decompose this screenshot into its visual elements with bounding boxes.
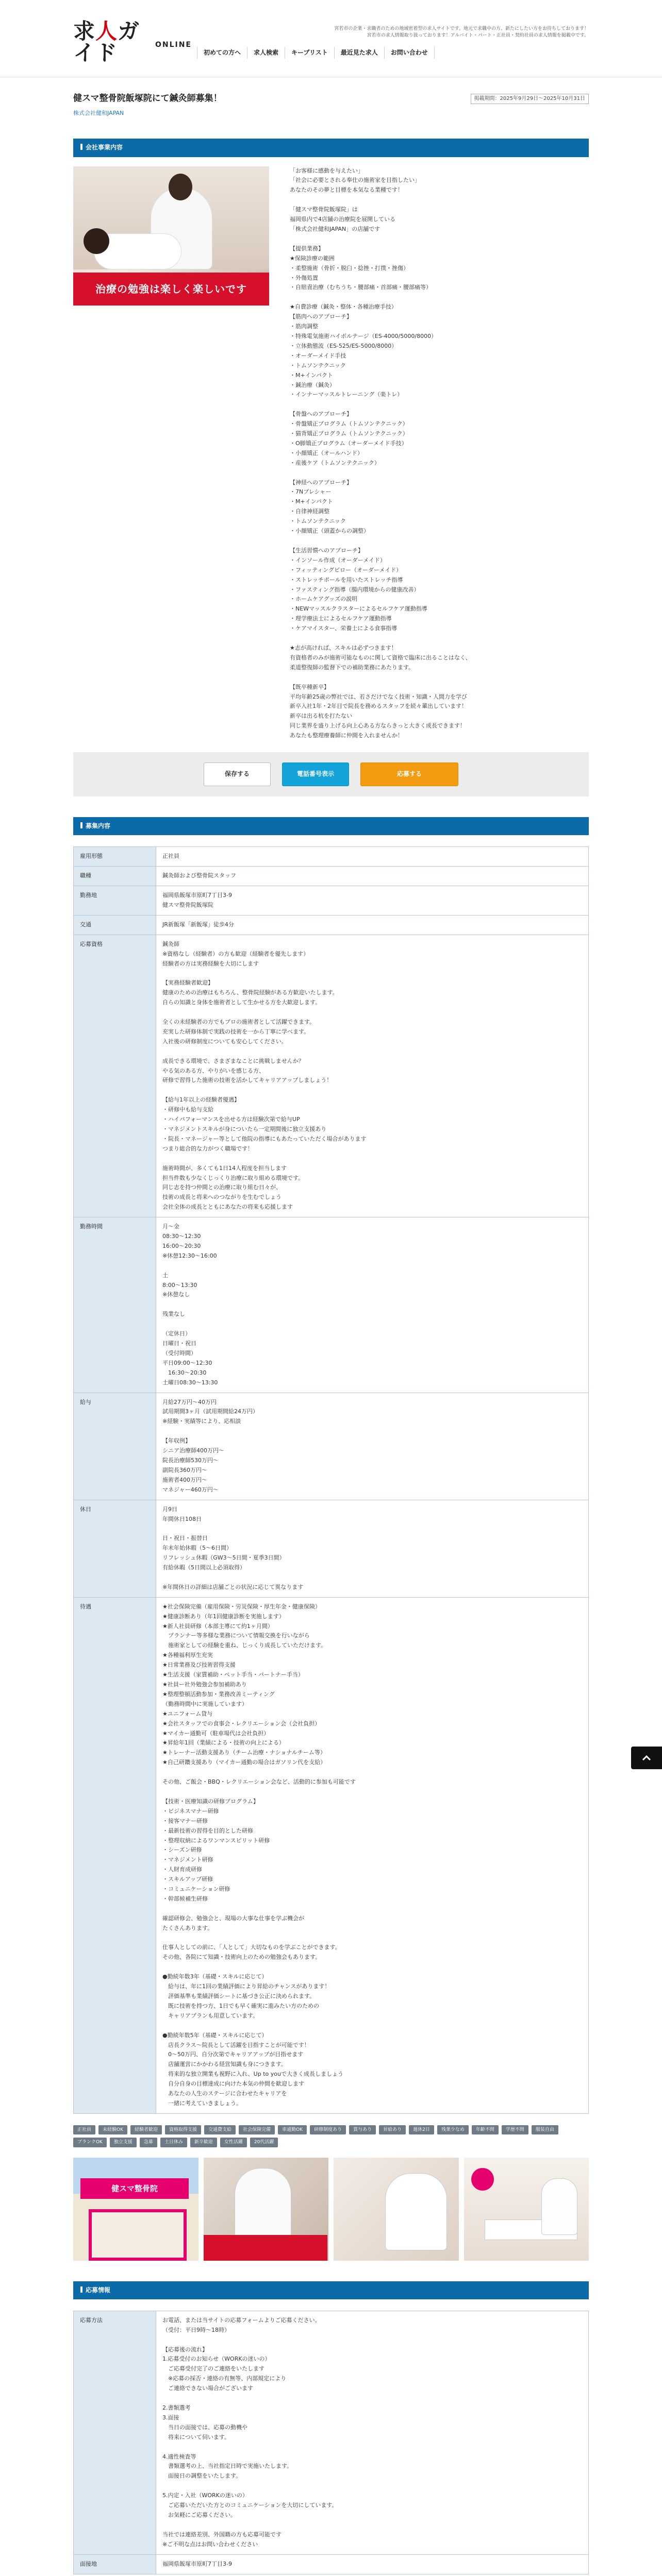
feature-tag[interactable]: 学歴不問 [502,2125,528,2134]
feature-tag[interactable]: ブランクOK [73,2138,107,2147]
feature-tag[interactable]: 正社員 [73,2125,95,2134]
feature-tag[interactable]: 車通勤OK [278,2125,307,2134]
feature-tag[interactable]: 服装自由 [532,2125,558,2134]
feature-tag[interactable]: 女性活躍 [220,2138,247,2147]
main-nav [197,47,589,59]
nav-recently-viewed[interactable]: 最近見た求人 [335,47,385,59]
scroll-to-top-button[interactable] [631,1747,662,1769]
gallery-photo-storefront[interactable] [73,2158,198,2261]
site-logo[interactable] [73,21,192,64]
company-link[interactable]: 株式会社健和JAPAN [73,110,124,117]
storefront-sign: 健スマ整骨院 [80,2178,189,2199]
nav-keep-list[interactable]: キープリスト [285,47,335,59]
intro-photo [73,166,269,306]
feature-tag[interactable]: 年齢不問 [472,2125,499,2134]
feature-tag[interactable]: 賞与あり [349,2125,376,2134]
feature-tag[interactable]: 急募 [140,2138,157,2147]
show-phone-button[interactable]: 電話番号表示 [282,762,349,786]
table-row: 職種 鍼灸師および整骨院スタッフ [74,867,589,886]
feature-tag[interactable]: 独立支援 [110,2138,137,2147]
table-row: 待遇 ★社会保険完備（雇用保険・労災保険・厚生年金・健康保険） ★健康診断あり（年1回健康診断を実施します） ★新人社員研修（本部主導にて約1ヶ月間） プランナー等多様な業務について情報交換を行いながら 施術家としての経験を重ね、じっくり成長していただけます。 ★各種福利厚生充実 ★日常業務及び技術習得支援 ★生活支援（家賃補助・ペット手当・パートナー手当） ★社員ー社外勉強会参加補助あり ★整理整頓活動参加・業務改善ミーティング （勤務時間中に実施しています） ★ユニフォーム貸与 ★会社スタッフでの食事会・レクリエーション会（会社負担） ★マイカー通勤可（駐車場代は会社負担） ★昇給年1回（業績による・技術の向上による） ★トレーナー活動支援あり（チーム治療・ナショナルチーム等） ★自己研鑽支援あり（マイカー通勤の場合はガソリン代を支給） その他、ご飯会・BBQ・レクリエーション会など、活動的に参加も可能です 【技術・医療知識の研修プログラム】 ・ビジネスマナー研修 ・接客マナー研修 ・最新技術の習得を目的とした研修 ・整理収納によるワンマンスピリット研修 ・シーズン研修 ・マネジメント研修 ・人財育成研修 ・スキルアップ研修 ・コミュニケーション研修 ・幹部候補生研修 確認研修会、勉強会と、現場の大事な仕事を学ぶ機会が たくさんあります。 仕事人としての前に、「人として」大切なものを学ぶことができます。 その他、各院にて知識・技術向上のための勉強会もあります。 ●勤続年数3年（基礎・スキルに応じて） 給与は、年に1回の業績評価により昇給のチャンスがあります！ 評価基準も業績評価シートに基づき公正に決められます。 既に技術を持つ方、1日でも早く確実に進みたい方のための キャリアプランも用意しています。 ●勤続年数5年（基礎・スキルに応じて） 店長クラス〜院長として活躍を目指すことが可能です！ 0〜50万円、自分次第でキャリアアップが目指せます 店舗運営にかかわる経営知識も身につきます。 将来的な独立開業も視野に入れ、Up to youで大きく成長しましょう 自分自身の目標達成に向けた本気の仲間を歓迎します あなたの人生のステージに合わせたキャリアを 一緒に考えていきましょう。 [74,1597,589,2113]
gallery-photo-room[interactable] [464,2158,589,2261]
gallery-photo-treatment[interactable] [334,2158,459,2261]
nav-first-time[interactable]: 初めての方へ [197,47,247,59]
table-row: 給与 月給27万円〜40万円 試用期間3ヶ月（試用期間給24万円） ※経験・実績等により、応相談 【年収例】 シニア治療師400万円〜 院長治療師530万円〜 副院長360万円〜 施術者400万円〜 マネジャー460万円〜 [74,1393,589,1500]
table-row: 応募方法 お電話、または当サイトの応募フォームよりご応募ください。 （受付：平日9時〜18時） 【応募後の流れ】 1.応募受付のお知らせ（WORKの迷いの） ご応募受付完了のご連絡をいたします ※応募の採否・連絡の有無等、内部規定により ご連絡できない場合がございます 2.書類選考 3.面接 当日の面接では、応募の動機や 将来について伺います。 4.適性検査等 書類選考の上、当社指定日時で実施いたします。 面接日の調整をいたします。 5.内定・入社（WORKの迷いの） ご応募いただいた方とのコミュニケーションを大切にしています。 お気軽にご応募ください。 当社では連絡差別、外国籍の方も応募可能です ※ご不明な点はお問い合わせください [74,2311,589,2554]
chevron-up-icon [642,1755,651,1761]
feature-tag[interactable]: 残業少なめ [437,2125,469,2134]
site-header [0,0,662,77]
gallery-photo-staff[interactable] [204,2158,329,2261]
table-row: 休日 月9日 年間休日108日 日・祝日・振替日 年末年始休暇（5〜6日間） リフレッシュ休暇（GW3〜5日間・夏季3日間） 有給休暇（5日間以上必須取得） ※年間休日の詳細は店舗ごとの状況に応じて異なります [74,1500,589,1597]
feature-tag[interactable]: 経験者歓迎 [130,2125,162,2134]
logo-text: 求人ガイド [73,19,140,65]
action-bar [73,752,589,796]
table-row: 勤務時間 月〜金 08:30〜12:30 16:00〜20:30 ※休憩12:30〜16:00 土 8:00〜13:30 ※休憩なし 残業なし （定休日） 日曜日・祝日 （受付時間） 平日09:00〜12:30 16:30〜20:30 土曜日08:30〜13:30 [74,1217,589,1393]
table-row: 応募資格 鍼灸師 ※資格なし（経験者）の方も歓迎（経験者を優先します） 経験者の方は実務経験を大切にします 【実務経験者歓迎】 健康のための治療はもちろん、整骨院経験がある方歓迎いたします。 自らの知識と身体を施術者として生かせる方を大歓迎します。 全くの未経験者の方でもプロの施術者として活躍できます。 充実した研修体制で実践の技術を一から丁寧に学べます。 入社後の研修制度についても安心してください。 成長できる環境で、さまざまなことに挑戦しませんか？ やる気のある方、やりがいを感じる方、 研修で習得した施術の技術を活かしてキャリアアップしましょう！ 【給与1年以上の経験者優遇】 ・研修中も給与支給 ・ハイパフォーマンスを出せる方は経験次第で給与UP ・マネジメントスキルが身についたら一定期間後に独立支援あり ・院長・マネージャー等として他院の指導にもあたっていただく場合があります つまり総合的な力がつく職場です！ 施術時間が、多くても1日14人程度を担当します 担当件数も少なくじっくり治療に取り組める環境です。 同じ志を持つ仲間との治療に取り組む日々が、 技術の成長と将来へのつながりを生むでしょう 会社全体の成長とともにあなたの将来も応援します [74,935,589,1217]
table-row: 勤務地 福岡県飯塚市原町7丁目3-9 健スマ整骨院飯塚院 [74,886,589,916]
section-header-apply: 応募情報 [73,2281,589,2299]
feature-tags [73,2125,589,2147]
apply-button[interactable]: 応募する [360,762,458,786]
table-row: 雇用形態 正社員 [74,847,589,867]
section-header-company-content: 会社事業内容 [73,139,589,157]
job-title-area [73,77,589,118]
table-row: 交通 JR新飯塚「新飯塚」徒歩4分 [74,915,589,935]
feature-tag[interactable]: 昇給あり [379,2125,406,2134]
feature-tag[interactable]: 未経験OK [98,2125,127,2134]
section-header-recruit: 募集内容 [73,817,589,835]
save-button[interactable]: 保存する [204,762,271,786]
apply-table [73,2311,589,2574]
feature-tag[interactable]: 新卒歓迎 [190,2138,217,2147]
intro-block [73,157,589,750]
table-row: 面接地 福岡県飯塚市原町7丁目3-9 [74,2554,589,2574]
feature-tag[interactable]: 週休2日 [409,2125,434,2134]
feature-tag[interactable]: 資格取得支援 [165,2125,201,2134]
nav-job-search[interactable]: 求人検索 [247,47,285,59]
feature-tag[interactable]: 交通費支給 [204,2125,236,2134]
logo-online-text: ONLINE [155,40,192,49]
intro-photo-banner: 治療の勉強は楽しく楽しいです [73,273,269,306]
feature-tag[interactable]: 社会保険完備 [239,2125,275,2134]
feature-tag[interactable]: 研修制度あり [310,2125,346,2134]
recruit-table [73,846,589,2114]
nav-contact[interactable]: お問い合わせ [385,47,435,59]
job-title: 健スマ整骨院飯塚院にて鍼灸師募集！ [73,93,222,104]
photo-gallery [73,2158,589,2261]
feature-tag[interactable]: 土日休み [160,2138,187,2147]
feature-tag[interactable]: 20代活躍 [250,2138,278,2147]
listing-period: 掲載期間：2025年9月29日〜2025年10月31日 [471,94,589,104]
intro-text: 「お客様に感動を与えたい」 「社会に必要とされる奉仕の施術家を目指したい」 あなたのその夢と目標を本気なる業種です！ 「健スマ整骨院飯塚院」は 福岡県内で4店舗の治療院を展開している 「株式会社健和JAPAN」の店舗です 【提供業務】 ★保険診療の範囲 ・柔整施術（骨折・脱臼・捻挫・打撲・挫傷） ・外傷処置 ・自賠責治療（むちうち・腰部痛・首部痛・腰部痛等） ★自費診療（鍼灸・整体・各種治療手技） 【筋肉へのアプローチ】 ・筋肉調整 ・特殊電気施術ハイボルテージ（ES-4000/5000/8000） ・立体動態波（ES-525/ES-5000/8000） ・オーダーメイド手技 ・トムソンテクニック ・M+インパクト ・鍼治療（鍼灸） ・インナーマッスルトレーニング（楽トレ） 【骨盤へのアプローチ】 ・骨盤矯正プログラム（トムソンテクニック） ・猫背矯正プログラム（トムソンテクニック） ・O脚矯正プログラム（オーダーメイド手技） ・小顔矯正（オールハンド） ・産後ケア（トムソンテクニック） 【神経へのアプローチ】 ・7Nプレシャー ・M+インパクト ・自律神経調整 ・トムソンテクニック ・小顔矯正（頭蓋からの調整） 【生活習慣へのアプローチ】 ・インソール作成（オーダーメイド） ・フィッティングピロー（オーダーメイド） ・ストレッチポールを用いたストレッチ指導 ・ファスティング指導（腸内環境からの健康改善） ・ホームケアグッズの説明 ・NEWマッスルクラスターによるセルフケア運動指導 ・理学療法士によるセルフケア運動指導 ・ケアマイスター、栄養士による食事指導 ★志が高ければ、スキルは必ずつきます！ 有資格者のみが施術可能なものに関して資格で臨床に出ることはなく、 柔道整復師の監督下での補助業務にあたります。 【既卒種新卒】 平均年齢25歳の弊社では、若さだけでなく技術・知識・人間力を学び 新卒入社1年・2年目で院長を務めるスタッフを続々輩出しています！ 新卒は出る杭を打たない 同じ業界を盛り上げる向上心ある方ならきっと大きく成長できます！ あなたも整理療養師に仲間を入れませんか！ [290,167,471,739]
header-description: 宮若市の企業・求職者のための地域密着型の求人サイトです。地元で求職中の方、新たにしたい方をお待ちしております！ 宮若市の求人情報取り扱っております！アルバイト・パート・正社員・契約社員の求人情報を掲載中です。 [334,26,589,39]
